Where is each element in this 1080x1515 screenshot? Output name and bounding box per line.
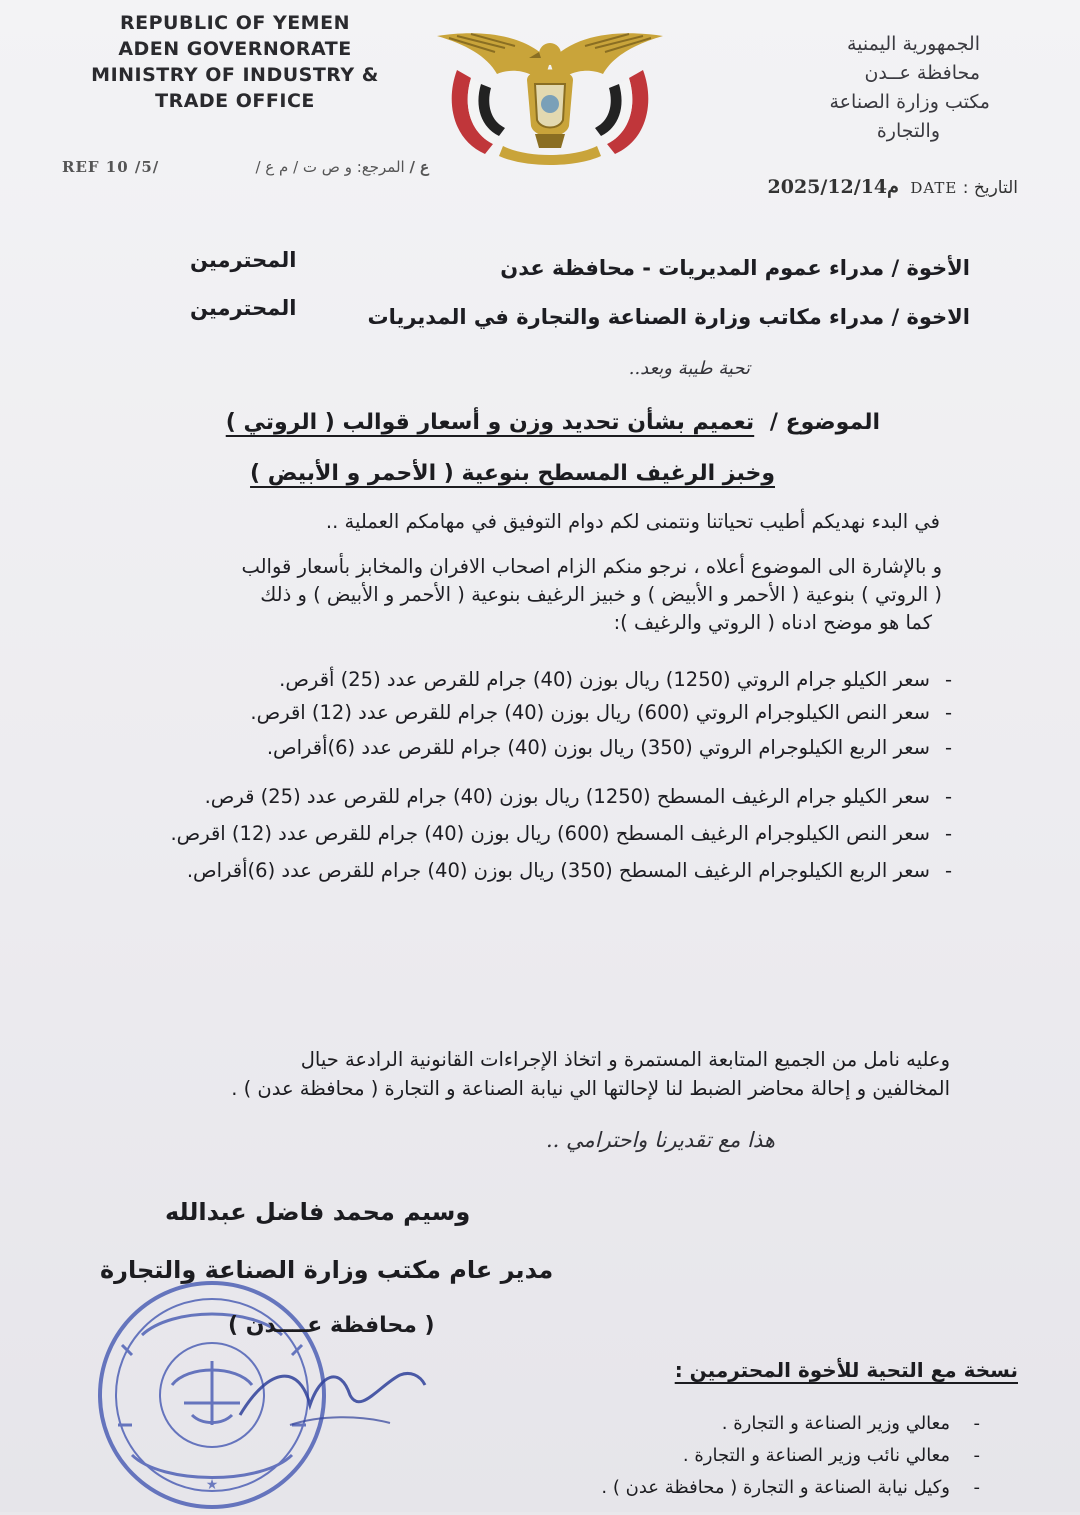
price-item-text: سعر الربع الكيلوجرام الرغيف المسطح (350) ريال بوزن (40) جرام للقرص عدد (6)أقراص. <box>186 859 930 882</box>
addressee-line: الاخوة / مدراء مكاتب وزارة الصناعة والتجارة في المديريات <box>367 305 970 329</box>
subject-label: الموضوع / <box>769 410 880 435</box>
subject-line <box>226 410 880 435</box>
cc-item-text: معالي وزير الصناعة و التجارة . <box>721 1413 950 1434</box>
date-value: 2025/12/14م <box>767 176 899 198</box>
signatory-title: مدير عام مكتب وزارة الصناعة والتجارة <box>100 1256 554 1284</box>
header-ar-line: الجمهورية اليمنية <box>846 33 980 55</box>
price-item <box>112 818 952 849</box>
cc-item-text: وكيل نيابة الصناعة و التجارة ( محافظة عدن ) . <box>601 1477 950 1498</box>
document-date <box>768 176 1018 198</box>
cc-item-text: معالي نائب وزير الصناعة و التجارة . <box>682 1445 950 1466</box>
yemen-emblem-icon <box>435 22 665 172</box>
price-item-text: سعر النص الكيلوجرام الرغيف المسطح (600) ريال بوزن (40) جرام للقرص عدد (12) اقرص. <box>170 822 930 845</box>
cc-item <box>460 1408 980 1440</box>
price-item <box>112 732 952 763</box>
signatory-name: وسيم محمد فاضل عبدالله <box>165 1198 471 1226</box>
header-en-line: ADEN GOVERNORATE <box>118 38 352 60</box>
regards-handwritten: هذا مع تقديرنا واحترامي .. <box>545 1128 775 1152</box>
header-ar-line: محافظة عــدن <box>864 62 980 84</box>
paragraph-line: كما هو موضح ادناه ( الروتي والرغيف ): <box>613 611 932 634</box>
greeting: تحية طيبة وبعد.. <box>628 358 750 379</box>
addressee-respect: المحترمين <box>190 296 297 320</box>
price-item <box>112 781 952 812</box>
cc-item <box>460 1440 980 1472</box>
addressee-respect: المحترمين <box>190 248 297 272</box>
price-item <box>112 855 952 886</box>
intro-paragraph: في البدء نهديكم أطيب تحياتنا ونتمنى لكم دوام التوفيق في مهامكم العملية .. <box>325 510 940 533</box>
price-list <box>112 664 952 886</box>
paragraph-line: و بالإشارة الى الموضوع أعلاه ، نرجو منكم الزام اصحاب الافران والمخابز بأسعار قوالب <box>241 555 942 578</box>
date-label-ar: التاريخ : <box>962 178 1018 198</box>
header-ar-line: مكتب وزارة الصناعة <box>829 91 990 113</box>
price-item <box>112 697 952 728</box>
header-en-line: REPUBLIC OF YEMEN <box>120 12 350 34</box>
paragraph-line: ( الروتي ) بنوعية ( الأحمر و الأبيض ) و خبيز الرغيف بنوعية ( الأحمر و الأبيض ) و ذلك <box>260 583 942 606</box>
svg-text:★: ★ <box>205 1477 219 1493</box>
header-en-line: TRADE OFFICE <box>155 90 315 112</box>
header-arabic <box>760 30 990 146</box>
handwritten-signature-icon <box>230 1345 430 1435</box>
price-item-text: سعر الربع الكيلوجرام الروتي (350) ريال بوزن (40) جرام للقرص عدد (6)أقراص. <box>266 736 930 759</box>
reference-number <box>62 158 429 176</box>
subject-text-continued: وخبز الرغيف المسطح بنوعية ( الأحمر و الأبيض ) <box>250 461 775 486</box>
price-item-text: سعر النص الكيلوجرام الروتي (600) ريال بوزن (40) جرام للقرص عدد (12) اقرص. <box>250 701 930 724</box>
header-en-line: MINISTRY OF INDUSTRY & <box>91 64 379 86</box>
signatory-governorate: ( محافظة عــــدن ) <box>228 1313 435 1338</box>
cc-item <box>460 1472 980 1504</box>
price-item <box>112 664 952 695</box>
header-english <box>60 10 410 114</box>
subject-text: تعميم بشأن تحديد وزن و أسعار قوالب ( الروتي ) <box>225 410 755 435</box>
reference-paragraph <box>72 553 942 637</box>
cc-list <box>460 1408 980 1504</box>
header-ar-line: والتجارة <box>876 120 940 142</box>
ref-arabic: المرجع: و ص ت / م ع / <box>255 158 405 176</box>
addressee-line: الأخوة / مدراء عموم المديريات - محافظة عدن <box>500 256 970 280</box>
closing-paragraph <box>45 1045 950 1103</box>
paragraph-line: وعليه نامل من الجميع المتابعة المستمرة و اتخاذ الإجراءات القانونية الرادعة حيال <box>300 1048 950 1071</box>
date-label-en: DATE <box>910 179 958 197</box>
ref-english: REF 10 /5/ ع / <box>62 158 430 176</box>
price-item-text: سعر الكيلو جرام الرغيف المسطح (1250) ريال بوزن (40) جرام للقرص عدد (25) قرص. <box>204 785 930 808</box>
cc-heading: نسخة مع التحية للأخوة المحترمين : <box>674 1358 1018 1382</box>
paragraph-line: المخالفين و إحالة محاضر الضبط لنا لإحالتها الي نيابة الصناعة و التجارة ( محافظة عدن ) . <box>231 1077 950 1100</box>
price-item-text: سعر الكيلو جرام الروتي (1250) ريال بوزن (40) جرام للقرص عدد (25) أقرص. <box>279 668 930 691</box>
